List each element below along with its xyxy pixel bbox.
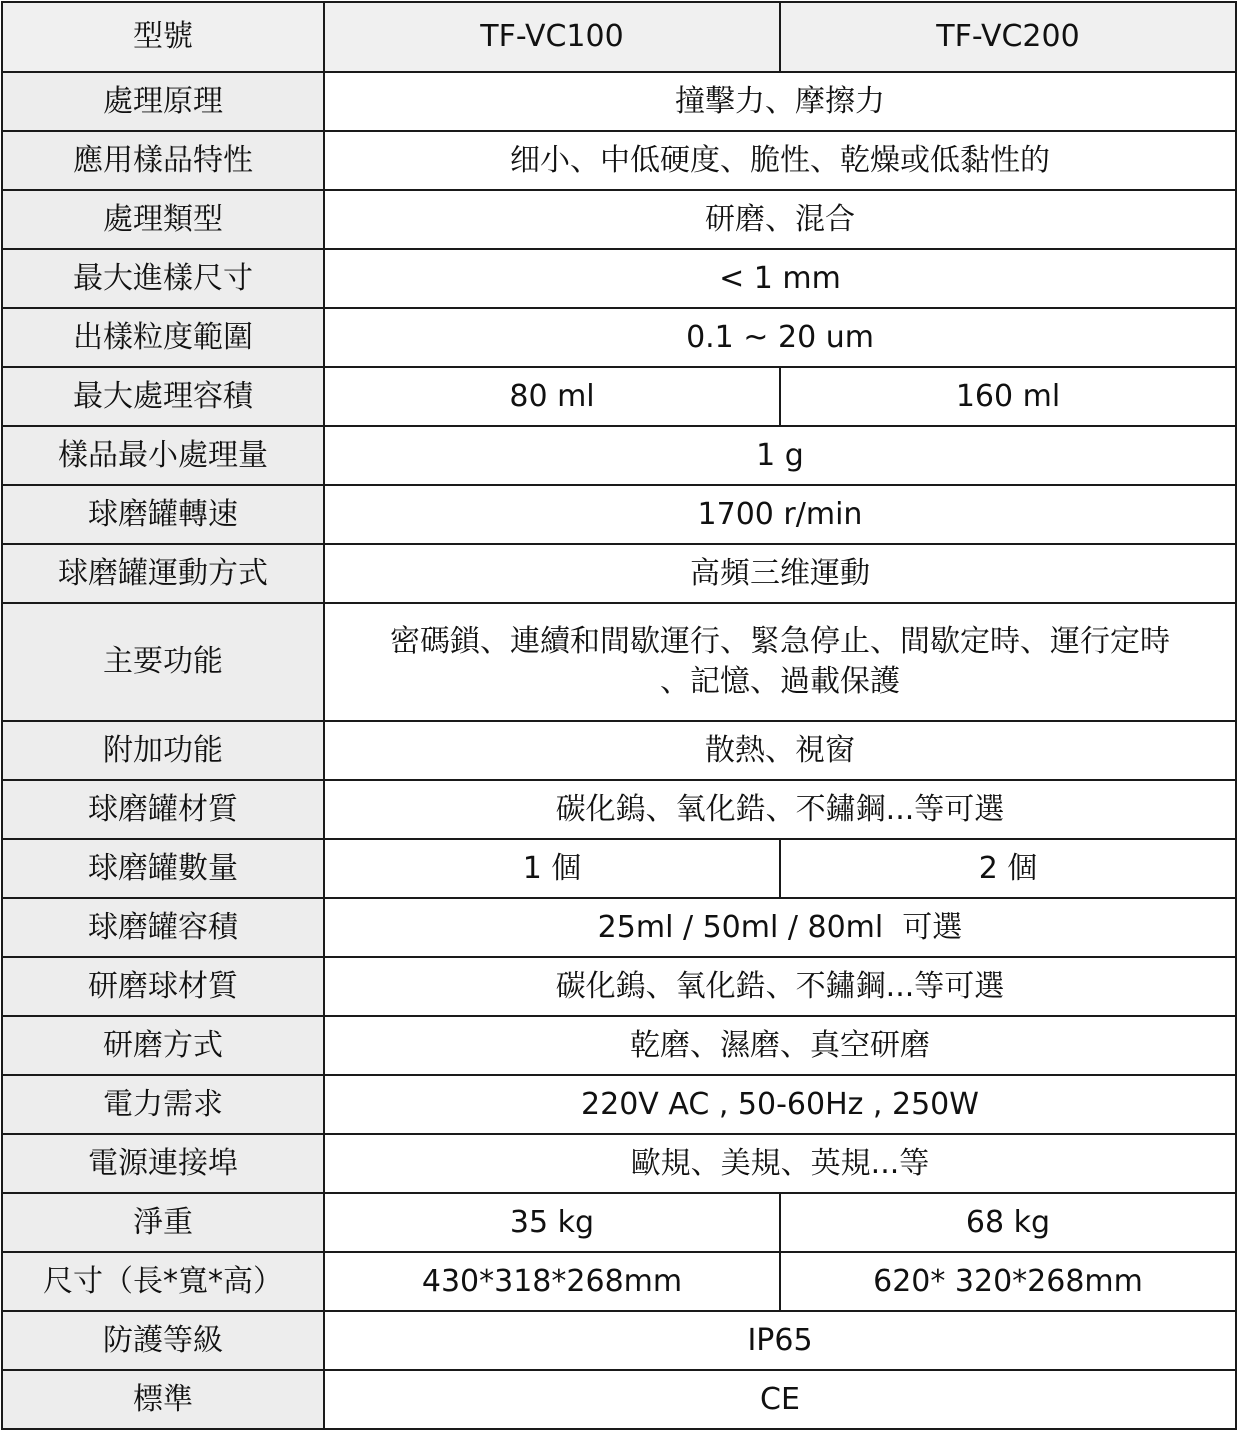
row-label: 球磨罐運動方式 (2, 544, 324, 603)
row-value-line: 密碼鎖、連續和間歇運行、緊急停止、間歇定時、運行定時 (390, 624, 1170, 659)
model-header-cell: TF-VC200 (780, 2, 1236, 72)
row-label: 處理類型 (2, 190, 324, 249)
row-value (324, 603, 1236, 721)
row-value: 乾磨、濕磨、真空研磨 (324, 1016, 1236, 1075)
row-label: 電力需求 (2, 1075, 324, 1134)
model-header-cell: TF-VC100 (324, 2, 780, 72)
row-value: 220V AC , 50-60Hz , 250W (324, 1075, 1236, 1134)
row-value: 细小、中低硬度、脆性、乾燥或低黏性的 (324, 131, 1236, 190)
row-label: 淨重 (2, 1193, 324, 1252)
row-value: 25ml / 50ml / 80ml 可選 (324, 898, 1236, 957)
row-label: 防護等級 (2, 1311, 324, 1370)
table-row (2, 426, 1236, 485)
row-label: 最大進樣尺寸 (2, 249, 324, 308)
row-label: 研磨方式 (2, 1016, 324, 1075)
table-row (2, 190, 1236, 249)
row-value: 散熱、視窗 (324, 721, 1236, 780)
row-label: 球磨罐轉速 (2, 485, 324, 544)
table-row (2, 485, 1236, 544)
row-value: 高頻三维運動 (324, 544, 1236, 603)
row-label: 研磨球材質 (2, 957, 324, 1016)
row-label: 球磨罐材質 (2, 780, 324, 839)
table-row (2, 1075, 1236, 1134)
row-value-line: 、記憶、過載保護 (660, 664, 900, 699)
table-row (2, 1193, 1236, 1252)
row-value: 碳化鎢、氧化鋯、不鏽鋼...等可選 (324, 957, 1236, 1016)
row-value-model-2: 68 kg (780, 1193, 1236, 1252)
header-label-cell: 型號 (2, 2, 324, 72)
row-value: 1 g (324, 426, 1236, 485)
spec-table (1, 1, 1237, 1430)
row-label: 電源連接埠 (2, 1134, 324, 1193)
row-value: < 1 mm (324, 249, 1236, 308)
table-row (2, 839, 1236, 898)
row-value: 撞擊力、摩擦力 (324, 72, 1236, 131)
row-value-model-2: 160 ml (780, 367, 1236, 426)
row-label: 應用樣品特性 (2, 131, 324, 190)
table-row (2, 72, 1236, 131)
row-label: 處理原理 (2, 72, 324, 131)
row-value-model-1: 1 個 (324, 839, 780, 898)
table-row (2, 131, 1236, 190)
row-value: 研磨、混合 (324, 190, 1236, 249)
row-label: 標準 (2, 1370, 324, 1429)
table-row (2, 1252, 1236, 1311)
row-label: 尺寸（長*寬*高） (2, 1252, 324, 1311)
row-label: 球磨罐數量 (2, 839, 324, 898)
table-row (2, 780, 1236, 839)
table-row (2, 249, 1236, 308)
header-row (2, 2, 1236, 72)
row-value-model-2: 2 個 (780, 839, 1236, 898)
row-value: IP65 (324, 1311, 1236, 1370)
table-row (2, 898, 1236, 957)
row-value: 0.1 ~ 20 um (324, 308, 1236, 367)
table-row (2, 1311, 1236, 1370)
row-label: 出樣粒度範圍 (2, 308, 324, 367)
row-value-model-1: 430*318*268mm (324, 1252, 780, 1311)
table-row (2, 367, 1236, 426)
row-label: 附加功能 (2, 721, 324, 780)
row-label: 最大處理容積 (2, 367, 324, 426)
row-label: 球磨罐容積 (2, 898, 324, 957)
row-value-model-1: 35 kg (324, 1193, 780, 1252)
row-value: 歐規、美規、英規...等 (324, 1134, 1236, 1193)
table-row (2, 1016, 1236, 1075)
table-row (2, 544, 1236, 603)
table-row (2, 1370, 1236, 1429)
table-row (2, 721, 1236, 780)
table-row (2, 957, 1236, 1016)
row-label: 主要功能 (2, 603, 324, 721)
table-row (2, 1134, 1236, 1193)
row-value: 碳化鎢、氧化鋯、不鏽鋼...等可選 (324, 780, 1236, 839)
row-label: 樣品最小處理量 (2, 426, 324, 485)
row-value-model-2: 620* 320*268mm (780, 1252, 1236, 1311)
row-value-model-1: 80 ml (324, 367, 780, 426)
table-row (2, 308, 1236, 367)
table-row (2, 603, 1236, 721)
row-value: CE (324, 1370, 1236, 1429)
row-value: 1700 r/min (324, 485, 1236, 544)
